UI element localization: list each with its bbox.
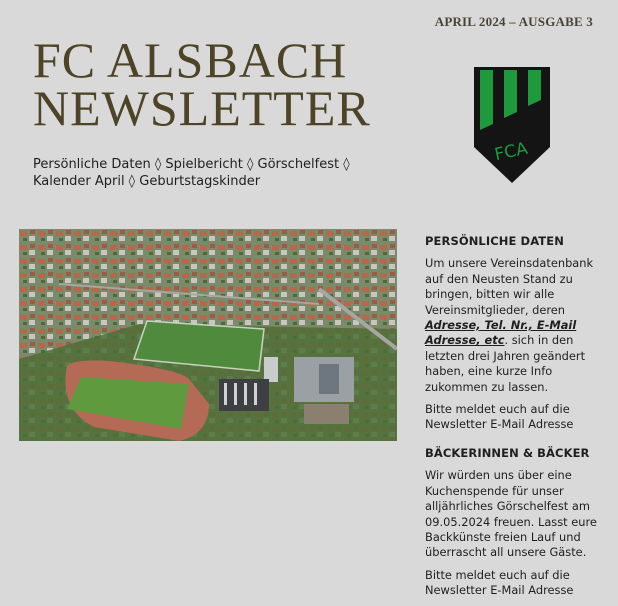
aerial-photo-image — [19, 229, 397, 441]
body-text: Um unsere Vereinsdatenbank auf den Neusten Stand zu bringen, bitten wir alle Vereinsmitglieder, deren — [425, 256, 594, 317]
aerial-photo — [19, 229, 397, 441]
issue-date: APRIL 2024 – AUSGABE 3 — [434, 14, 593, 29]
section-bakers — [425, 446, 605, 599]
section-note: Bitte meldet euch auf die Newsletter E-Mail Adresse — [425, 402, 574, 432]
contents-line-1: Persönliche Daten ◊ Spielbericht ◊ Görschelfest ◊ — [33, 157, 350, 172]
emphasized-text: Adresse, Tel. Nr., E-Mail Adresse, etc — [425, 318, 577, 348]
crest-text: FCA — [492, 138, 530, 166]
section-body — [425, 256, 605, 395]
section-heading: BÄCKERINNEN & BÄCKER — [425, 445, 590, 460]
body-text: . sich in den letzten drei Jahren geändert haben, eine kurze Info zukommen zu lassen. — [425, 333, 586, 394]
newsletter-title — [33, 32, 371, 136]
section-note: Bitte meldet euch auf die Newsletter E-Mail Adresse — [425, 567, 574, 598]
title-line-1: FC ALSBACH — [33, 32, 348, 88]
title-line-2: NEWSLETTER — [33, 80, 371, 136]
section-heading: PERSÖNLICHE DATEN — [425, 234, 564, 248]
club-crest-icon — [474, 67, 550, 183]
section-personal-data — [425, 234, 605, 433]
section-body: Wir würden uns über eine Kuchenspende für unser alljährliches Görschelfest am 09.05.2024 freuen. Lasst eure Backkünste freien Lauf und überrascht all unsere Gäste. — [425, 468, 597, 560]
contents-line-2: Kalender April ◊ Geburtstagskinder — [33, 174, 261, 189]
table-of-contents — [33, 156, 393, 190]
sidebar — [425, 234, 605, 606]
